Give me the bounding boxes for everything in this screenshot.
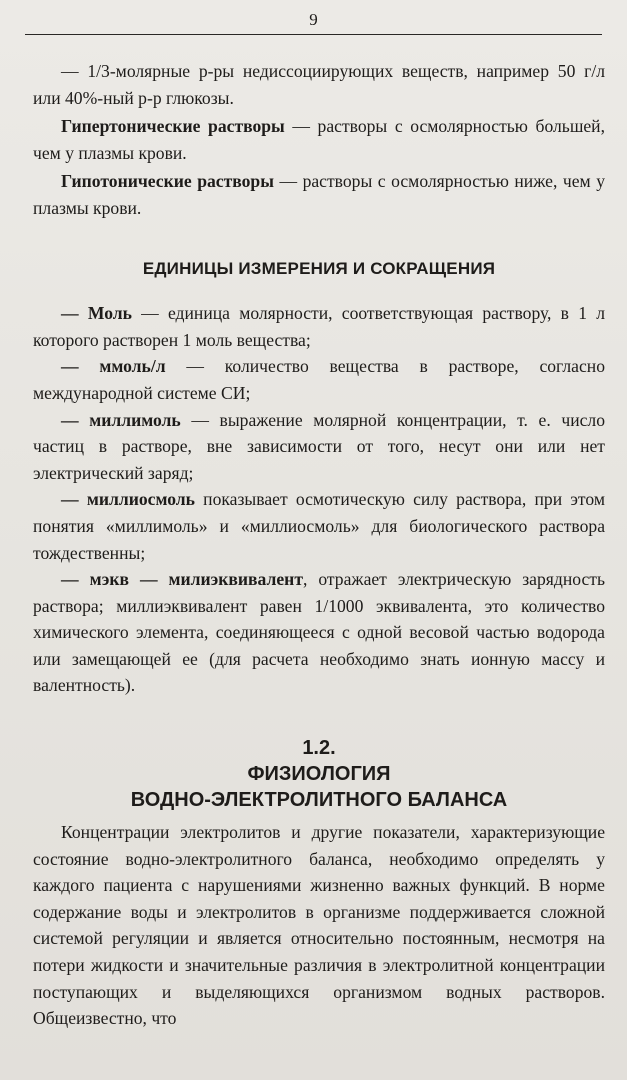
unit-definition: — количество вещества в растворе, согласно международной системе СИ;: [33, 356, 605, 403]
unit-item-meq: [33, 566, 605, 699]
unit-term: — ммоль/л: [61, 356, 166, 377]
paragraph-hypotonic: [33, 168, 605, 221]
section-title-line2: ВОДНО-ЭЛЕКТРОЛИТНОГО БАЛАНСА: [130, 789, 508, 812]
unit-definition: — выражение молярной концентрации, т. е. число частиц в растворе, вне зависимости от того, несут они или нет электрический заряд;: [33, 409, 605, 483]
section-paragraph: Концентрации электролитов и другие показатели, характеризующие состояние водно-электролитного баланса, необходимо определять у каждого пациента с нарушениями жизненно важных функций. В норме содержание воды и электролитов в организме поддерживается сложной системой регуляции и является относительно постоянным, несмотря на потери жидкости и значительные различия в электролитной концентрации поступающих и выделяющихся организмом водных растворов. Общеизвестно, что: [33, 822, 605, 1029]
term-hypotonic: Гипотонические растворы: [61, 171, 274, 192]
unit-item-mmol-l: [33, 353, 605, 406]
page-number: 9: [309, 10, 318, 29]
definition-hypotonic: — растворы с осмолярностью ниже, чем у плазмы крови.: [33, 171, 605, 218]
section-number: 1.2.: [302, 737, 336, 760]
unit-definition: , отражает электрическую зарядность раствора; миллиэквивалент равен 1/1000 эквивалента, это количество химического элемента, соединяющееся с одной весовой частью водорода или замещающей ее (для расчета необходимо знать ионную массу и валентность).: [33, 569, 605, 696]
unit-item-milliosmol: [33, 486, 605, 566]
unit-term: — миллимоль: [61, 409, 181, 430]
term-hypertonic: Гипертонические растворы: [61, 116, 285, 137]
unit-term: — мэкв — милиэквивалент: [61, 569, 303, 590]
unit-item-millimol: [33, 407, 605, 487]
unit-item-mol: [33, 300, 605, 353]
page-body: [33, 58, 605, 1032]
unit-definition: — единица молярности, соответствующая раствору, в 1 л которого растворен 1 моль вещества;: [33, 303, 605, 350]
paragraph-hypertonic: [33, 113, 605, 166]
unit-term: — Моль: [61, 303, 132, 324]
units-heading: ЕДИНИЦЫ ИЗМЕРЕНИЯ И СОКРАЩЕНИЯ: [142, 258, 496, 278]
definition-hypertonic: — растворы с осмолярностью большей, чем у плазмы крови.: [33, 116, 605, 163]
paragraph-isotonic-note: — 1/3-молярные р-ры недиссоциирующих веществ, например 50 г/л или 40%-ный р-р глюкозы.: [33, 61, 605, 108]
page-header: [25, 6, 602, 35]
section-heading: [33, 735, 605, 813]
unit-term: — миллиосмоль: [61, 489, 195, 510]
unit-definition: показывает осмотическую силу раствора, при этом понятия «миллимоль» и «миллиосмоль» для биологического раствора тождественны;: [33, 489, 605, 563]
section-title-line1: ФИЗИОЛОГИЯ: [247, 763, 391, 786]
